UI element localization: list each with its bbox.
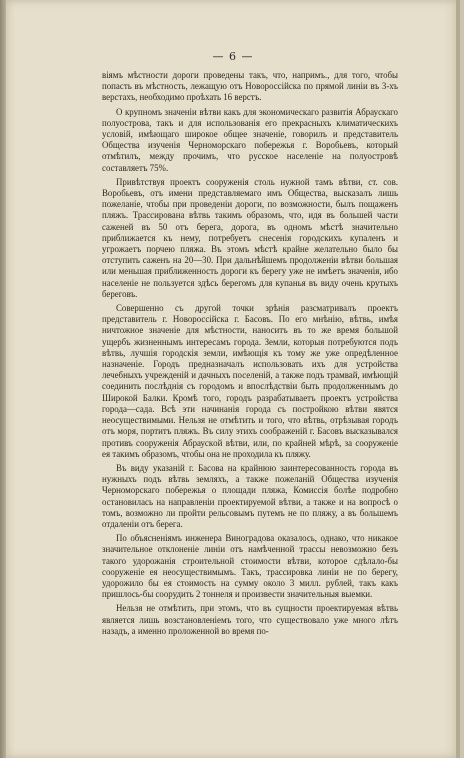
paragraph: По объясненіямъ инженера Виноградова оказалось, однако, что никакое значительное отклоненіе линіи отъ намѣченной трассы невозможно безъ такого удорожанія строительной стоимости вѣтви, которое сдѣлало-бы сооруженіе ея неосуществимымъ. Такъ, трассировка линіи не по берегу, удорожило бы ея стоимость на сумму около 3 милл. рублей, такъ какъ пришлось-бы соорудить 2 тоннеля и произвести значительныя выемки. bbox=[102, 533, 398, 600]
paragraph: О крупномъ значеніи вѣтви какъ для экономическаго развитія Абраускаго полуострова, такъ и для использованія его прекрасныхъ климатическихъ условій, имѣющаго широкое общее значеніе, говорилъ и представитель Общества изученія Черноморскаго побережья г. Воробьевъ, который отмѣтилъ, между прочимъ, что русское населеніе на полуостровѣ составляетъ 75%. bbox=[102, 106, 398, 173]
page-number: — 6 — bbox=[212, 50, 254, 63]
page-edge bbox=[456, 0, 460, 758]
paragraph: Въ виду указаній г. Басова на крайнюю заинтересованность города въ нужныхъ подъ вѣтвь земляхъ, а также пожеланій Общества изученія Черноморскаго побережья о площади пляжа, Комиссія болѣе подробно остановилась на направленіи проектируемой вѣтви, а также и на вопросѣ о томъ, возможно ли пройти рельсовымъ путемъ не по пляжу, а въ большемъ отдаленіи отъ берега. bbox=[102, 462, 398, 529]
paragraph: Нельзя не отмѣтить, при этомъ, что въ сущности проектируемая вѣтвь является лишь возстановленіемъ того, что существовало уже много лѣтъ назадъ, а именно проложенной во время по- bbox=[102, 603, 398, 636]
body-text bbox=[102, 70, 398, 640]
paragraph: Совершенно съ другой точки зрѣнія разсматривалъ проектъ представитель г. Новороссійска г. Басовъ. По его мнѣнію, вѣтвь, имѣя ничтожное значеніе для мѣстности, наноситъ въ то же время большой ущербъ жизненнымъ интересамъ города. Земли, которыя потребуются подъ вѣтвь, лучшія городскія земли, имѣющія къ тому же уже опредѣленное назначеніе. Городъ предназначалъ использовать ихъ для устройства лечебныхъ учрежденій и дачныхъ поселеній, а также подъ трамвай, имѣющій соединить послѣднія съ городомъ и впослѣдствіи быть продолженнымъ до Широкой Балки. Кромѣ того, городъ разрабатываетъ проектъ устройства города—сада. Всѣ эти начинанія города съ постройкою вѣтви явятся неосуществимыми. Нельзя не отмѣтить и того, что вѣтвь, отрѣзывая городъ отъ моря, портитъ пляжъ. Въ силу этихъ соображеній г. Басовъ высказывался противъ сооруженія Абраускoй вѣтви, или, по крайней мѣрѣ, за сооруженіе ея такимъ образомъ, чтобы она не проходила къ пляжу. bbox=[102, 303, 398, 459]
paragraph: віямъ мѣстности дороги проведены такъ, что, напримъ., для того, чтобы попасть въ мѣстность, лежащую отъ Новороссійска по прямой линіи въ 3-хъ верстахъ, необходимо проѣхать 16 верстъ. bbox=[102, 70, 398, 103]
scanned-page bbox=[6, 0, 460, 758]
paragraph: Привѣтствуя проектъ сооруженія столь нужной тамъ вѣтви, ст. сов. Воробьевъ, отъ имени представляемаго имъ Общества, высказалъ лишь пожеланіе, чтобы при проведеніи дороги, по возможности, былъ пощаженъ пляжъ. Трассирована вѣтвь такимъ образомъ, что, идя въ большей части саженей въ 50 отъ берега, дорога, въ одномъ мѣстѣ значительно приближается къ нему, потребуетъ снесенія городскихъ купаленъ и угрожаетъ порчею пляжа. Въ этомъ мѣстѣ крайне желательно было бы отступить саженъ на 20—30. При дальнѣйшемъ продолженіи вѣтви большая или меньшая приближенность дороги къ берегу уже не имѣетъ значенія, ибо населеніе не пользуется здѣсь берегомъ для купанья въ виду очень крутыхъ береговъ. bbox=[102, 176, 398, 299]
